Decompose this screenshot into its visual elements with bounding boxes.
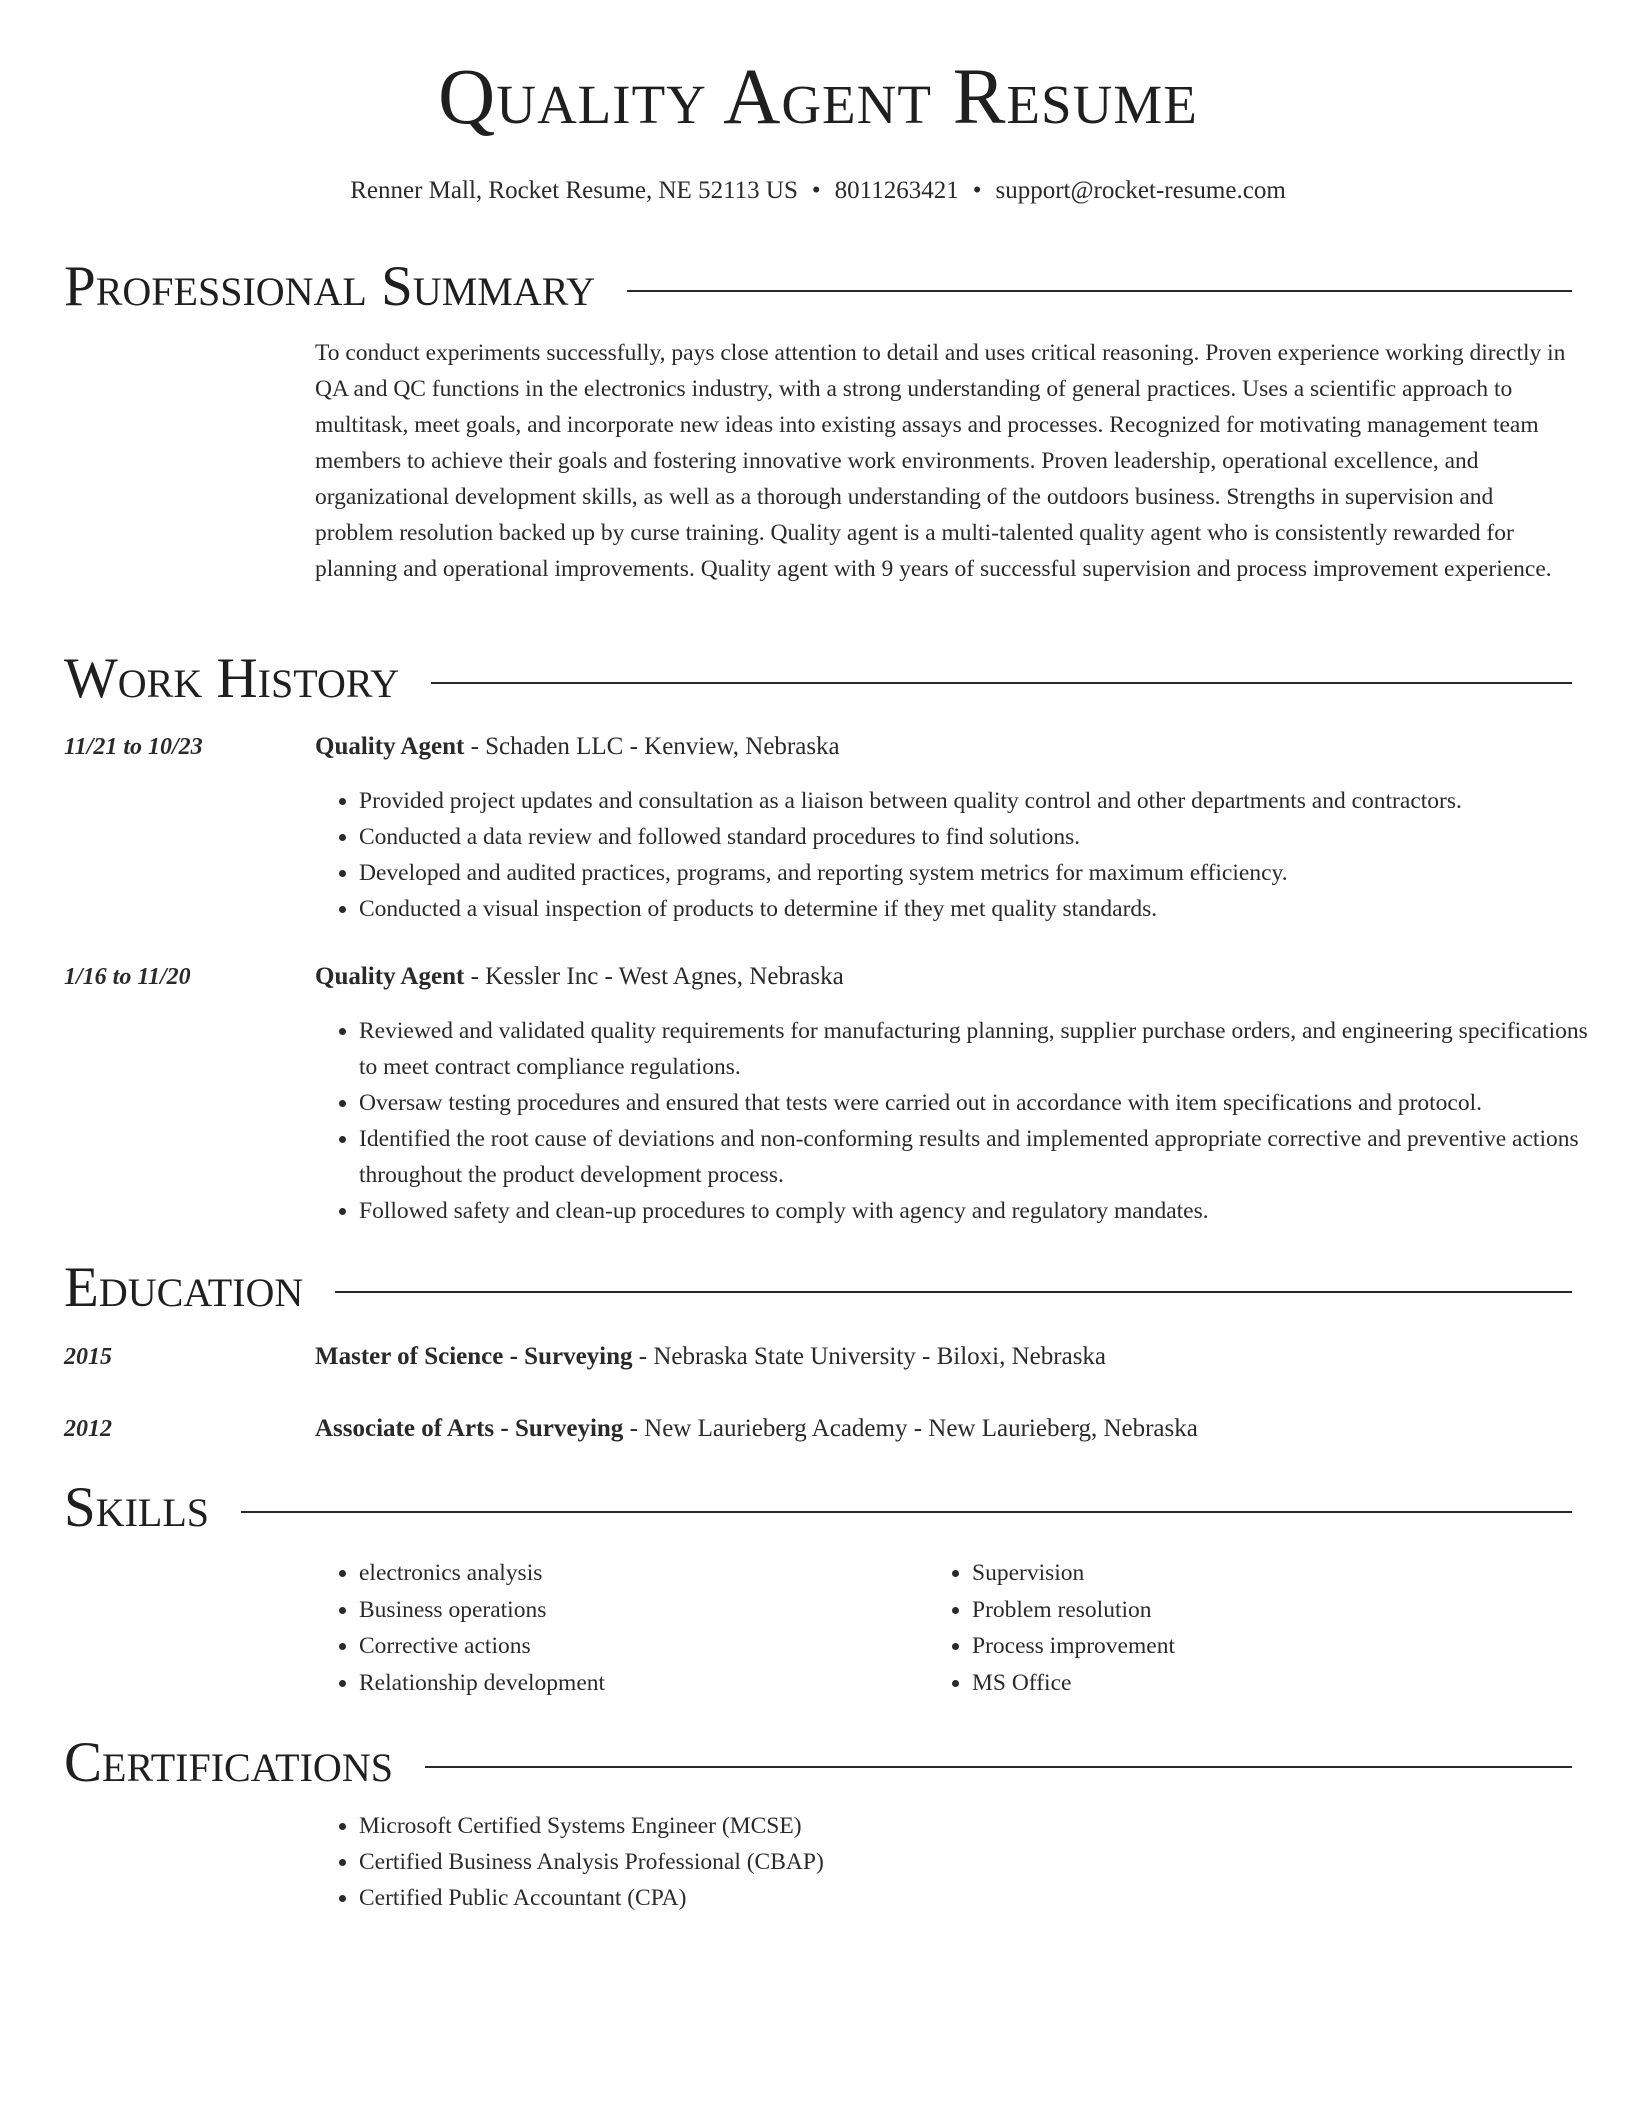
list-item: • Followed safety and clean-up procedures to comply with agency and regulatory mandates. [359,1193,1609,1229]
list-item: • Relationship development [359,1665,929,1702]
job-dates: 1/16 to 11/20 [64,964,191,990]
section-divider [241,1511,1572,1513]
job-bullets [315,783,1609,927]
contact-line [64,176,1572,206]
section-divider [627,290,1572,292]
section-divider [431,682,1572,684]
education-degree: Master of Science - Surveying [315,1343,633,1370]
summary-text: To conduct experiments successfully, pays close attention to detail and uses critical reasoning. Proven experience working directly in QA and QC functions in the electronics industry, with a strong understanding of general practices. Uses a scientific approach to multitask, meet goals, and incorporate new ideas into existing assays and processes. Recognized for motivating management team members to achieve their goals and fostering innovative work environments. Proven leadership, operational excellence, and organizational development skills, as well as a thorough understanding of the outdoors business. Strengths in supervision and problem resolution backed up by curse training. Quality agent is a multi-talented quality agent who is consistently rewarded for planning and operational improvements. Quality agent with 9 years of successful supervision and process improvement experience. [315,340,1566,582]
skills-heading: Skills [64,1476,210,1539]
contact-separator: • [972,177,982,204]
list-item: • MS Office [972,1665,1572,1702]
list-item: • Problem resolution [972,1592,1572,1629]
job-dates: 11/21 to 10/23 [64,734,203,760]
job-details: - Schaden LLC - Kenview, Nebraska [464,733,840,760]
list-item: • Certified Business Analysis Professional (CBAP) [359,1844,1609,1880]
skills-list-right [928,1555,1572,1701]
job-role: Quality Agent [315,963,465,990]
list-item: • Certified Public Accountant (CPA) [359,1880,1609,1916]
summary-section-header [64,255,1572,318]
list-item: • Identified the root cause of deviations and non-conforming results and implemented appropriate corrective and preventive actions throughout the product development process. [359,1121,1609,1193]
skills-section-header [64,1476,1572,1539]
contact-separator: • [811,177,821,204]
list-item: • Supervision [972,1555,1572,1592]
certifications-section-header [64,1731,1572,1794]
skills-list-left [315,1555,929,1701]
education-year: 2015 [64,1344,112,1370]
certifications-list [315,1808,1609,1916]
job-role: Quality Agent [315,733,465,760]
list-item: • Provided project updates and consultation as a liaison between quality control and other departments and contractors. [359,783,1609,819]
summary-heading: Professional Summary [64,255,596,318]
contact-phone: 8011263421 [834,177,959,204]
list-item: • Conducted a data review and followed standard procedures to find solutions. [359,819,1609,855]
list-item: • Process improvement [972,1628,1572,1665]
list-item: • Reviewed and validated quality requirements for manufacturing planning, supplier purchase orders, and engineering specifications to meet contract compliance regulations. [359,1013,1609,1085]
section-divider [425,1766,1572,1768]
section-divider [335,1291,1572,1293]
education-heading: Education [64,1256,304,1319]
list-item: • Conducted a visual inspection of products to determine if they met quality standards. [359,891,1609,927]
list-item: • Oversaw testing procedures and ensured that tests were carried out in accordance with item specifications and protocol. [359,1085,1609,1121]
list-item: • Microsoft Certified Systems Engineer (MCSE) [359,1808,1609,1844]
job-title-line [315,729,1572,765]
page-title: Quality Agent Resume [438,54,1198,141]
contact-address: Renner Mall, Rocket Resume, NE 52113 US [350,177,798,204]
education-degree: Associate of Arts - Surveying [315,1415,624,1442]
list-item: • Developed and audited practices, programs, and reporting system metrics for maximum efficiency. [359,855,1609,891]
job-bullets [315,1013,1609,1229]
education-entry [315,1411,1572,1447]
list-item: • Business operations [359,1592,929,1629]
work-heading: Work History [64,647,400,710]
education-details: - Nebraska State University - Biloxi, Nebraska [632,1343,1107,1370]
work-section-header [64,647,1572,710]
contact-email: support@rocket-resume.com [995,177,1286,204]
list-item: • Corrective actions [359,1628,929,1665]
education-year: 2012 [64,1416,112,1442]
list-item: • electronics analysis [359,1555,929,1592]
education-section-header [64,1256,1572,1319]
education-entry [315,1339,1572,1375]
job-title-line [315,959,1572,995]
education-details: - New Laurieberg Academy - New Laurieberg, Nebraska [623,1415,1198,1442]
certifications-heading: Certifications [64,1731,393,1794]
job-details: - Kessler Inc - West Agnes, Nebraska [464,963,844,990]
